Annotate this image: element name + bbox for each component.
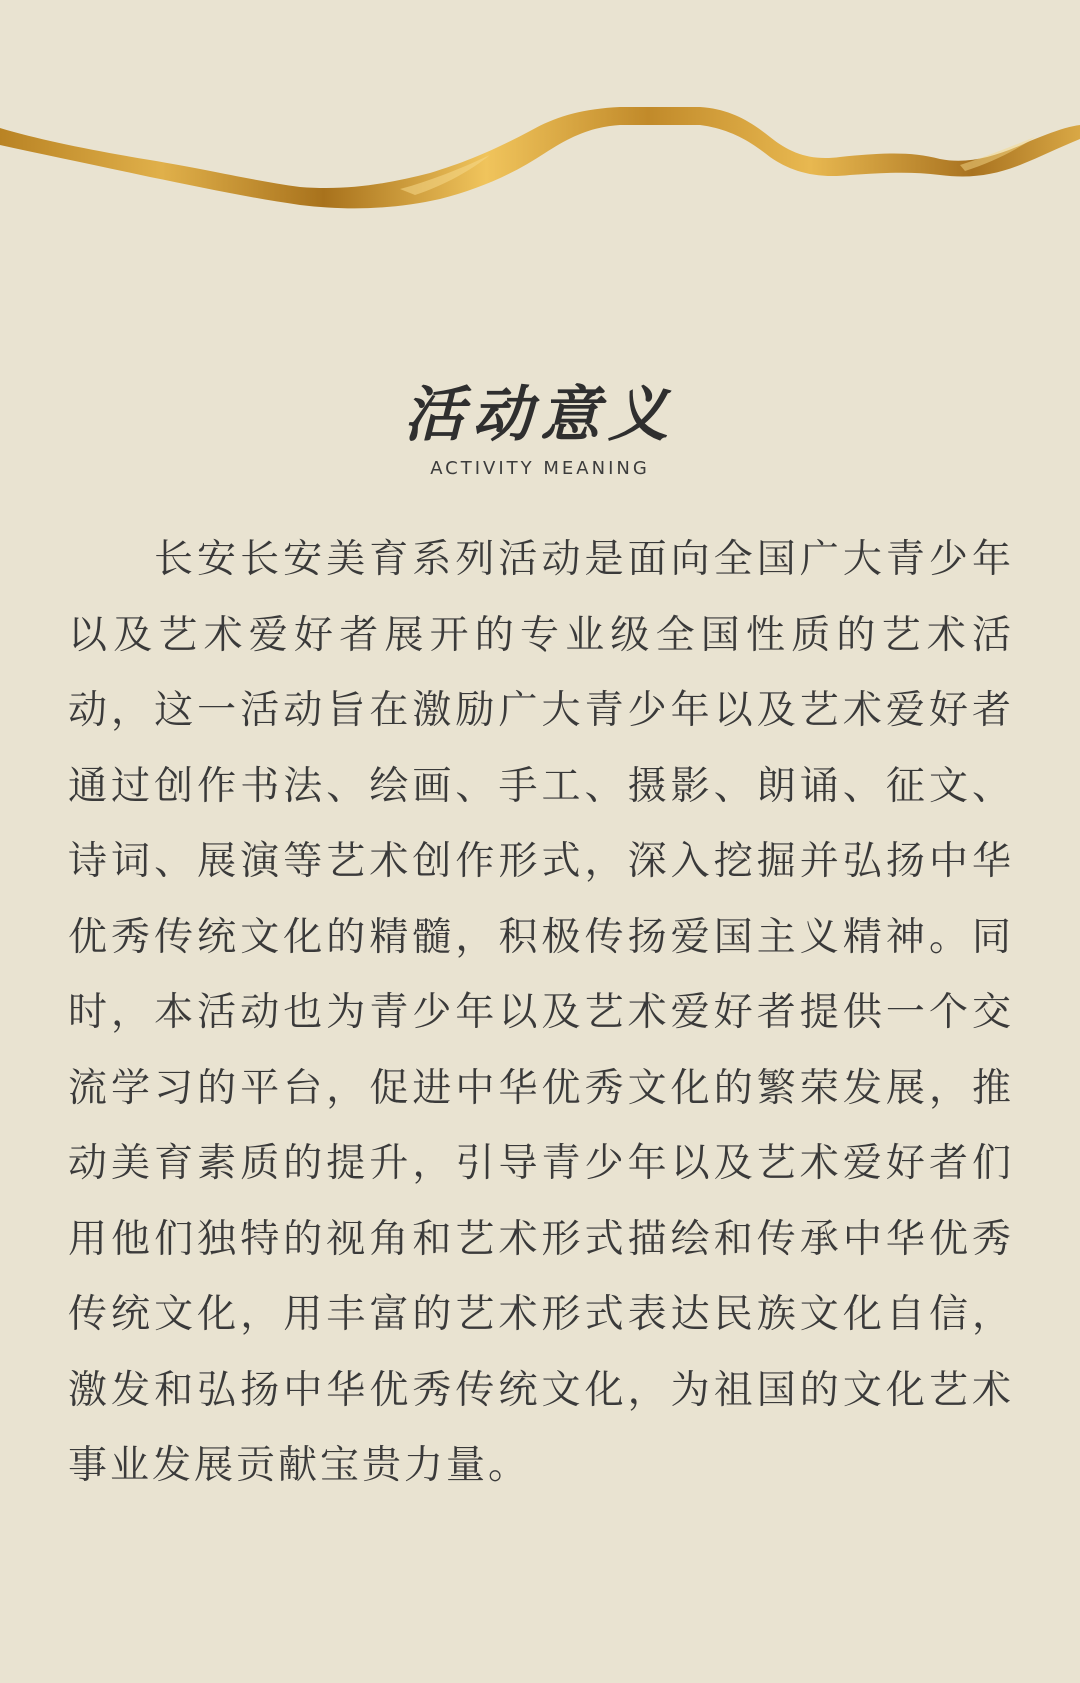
gold-ribbon-decoration (0, 95, 1080, 245)
page-subtitle: ACTIVITY MEANING (430, 458, 650, 479)
body-paragraph: 长安长安美育系列活动是面向全国广大青少年以及艺术爱好者展开的专业级全国性质的艺术活动，这一活动旨在激励广大青少年以及艺术爱好者通过创作书法、绘画、手工、摄影、朗诵、征文、诗词、展演等艺术创作形式，深入挖掘并弘扬中华优秀传统文化的精髓，积极传扬爱国主义精神。同时，本活动也为青少年以及艺术爱好者提供一个交流学习的平台，促进中华优秀文化的繁荣发展，推动美育素质的提升，引导青少年以及艺术爱好者们用他们独特的视角和艺术形式描绘和传承中华优秀传统文化，用丰富的艺术形式表达民族文化自信，激发和弘扬中华优秀传统文化，为祖国的文化艺术事业发展贡献宝贵力量。 (68, 537, 1014, 1488)
page-title: 活动意义 (404, 380, 676, 450)
title-block (0, 380, 1080, 479)
